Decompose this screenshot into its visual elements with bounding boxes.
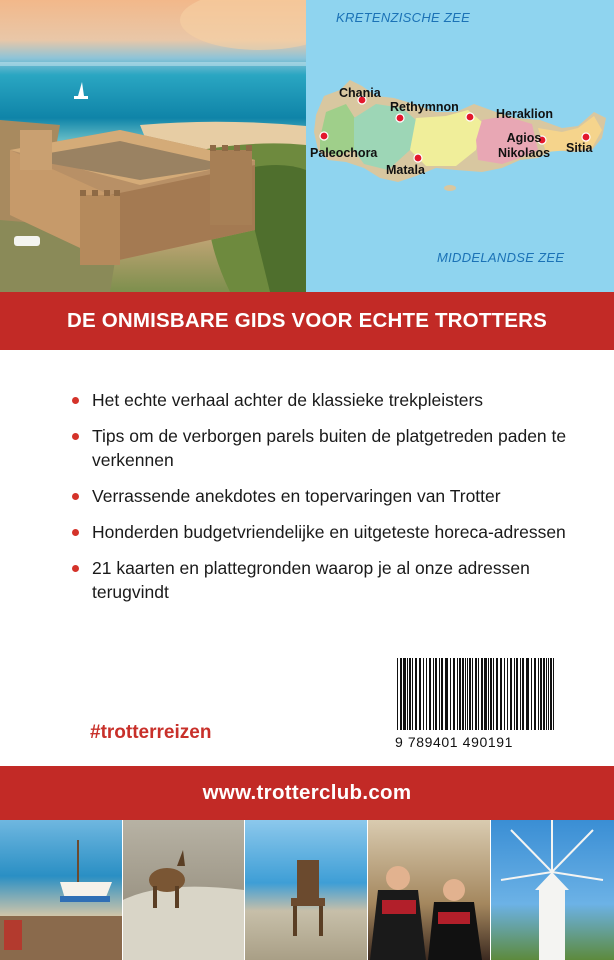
feature-item (72, 520, 572, 544)
crete-map (306, 0, 614, 292)
isbn-number: 9 789401 490191 (395, 734, 513, 750)
barcode-bar (397, 658, 398, 730)
barcode-bar (504, 658, 505, 730)
stone-chair-sea-photo (245, 820, 367, 960)
bullet-dot-icon (72, 493, 79, 500)
barcode-bar (550, 658, 552, 730)
feature-list (72, 388, 572, 616)
barcode-bar (507, 658, 508, 730)
goat-rocks-photo (123, 820, 244, 960)
barcode-bar (553, 658, 554, 730)
barcode-bar (415, 658, 417, 730)
barcode-bar (481, 658, 483, 730)
website-banner (0, 766, 614, 820)
barcode-bar (441, 658, 443, 730)
barcode-bar (534, 658, 536, 730)
feature-item (72, 388, 572, 412)
feature-text: Tips om de verborgen parels buiten de platgetreden paden te verkennen (92, 426, 567, 470)
barcode-bar (543, 658, 545, 730)
barcode-bar (409, 658, 411, 730)
barcode-bar (475, 658, 477, 730)
feature-item (72, 556, 572, 604)
sea-label-north: KRETENZISCHE ZEE (336, 10, 471, 25)
city-dot-sitia (582, 133, 590, 141)
barcode-bar (548, 658, 549, 730)
barcode-bar (419, 658, 421, 730)
barcode-bar (500, 658, 502, 730)
barcode-bar (496, 658, 498, 730)
city-label-sitia: Sitia (566, 141, 593, 155)
barcode-bar (469, 658, 471, 730)
barcode-bars (395, 656, 559, 732)
feature-item (72, 484, 572, 508)
barcode-bar (450, 658, 451, 730)
barcode-bar (403, 658, 406, 730)
barcode-bar (488, 658, 489, 730)
windmill-photo (491, 820, 614, 960)
barcode-bar (516, 658, 518, 730)
city-label-heraklion: Heraklion (496, 107, 553, 121)
sea-label-south: MIDDELANDSE ZEE (437, 250, 565, 265)
barcode-bar (472, 658, 473, 730)
city-dot-rethymnon (396, 114, 404, 122)
barcode-bar (493, 658, 494, 730)
barcode-bar (433, 658, 434, 730)
bullet-dot-icon (72, 397, 79, 404)
barcode-bar (435, 658, 437, 730)
feature-text: 21 kaarten en plattegronden waarop je al onze adressen terugvindt (92, 558, 530, 602)
barcode-bar (465, 658, 466, 730)
hashtag: #trotterreizen (90, 722, 212, 743)
barcode-bar (510, 658, 512, 730)
barcode-bar (467, 658, 468, 730)
barcode-bar (526, 658, 529, 730)
tagline-banner: DE ONMISBARE GIDS VOOR ECHTE TROTTERS (0, 292, 614, 350)
boat-harbor-photo (0, 820, 122, 960)
city-label-paleochora: Paleochora (310, 146, 378, 160)
castle-illustration (0, 0, 306, 292)
barcode-bar (540, 658, 542, 730)
barcode-bar (490, 658, 492, 730)
barcode-bar (478, 658, 479, 730)
feature-text: Het echte verhaal achter de klassieke trekpleisters (92, 390, 484, 410)
castle-beach-photo (0, 0, 306, 292)
bullet-dot-icon (72, 433, 79, 440)
city-dot-paleochora (320, 132, 328, 140)
barcode-bar (445, 658, 448, 730)
barcode-bar (484, 658, 487, 730)
feature-text: Verrassende anekdotes en topervaringen van Trotter (92, 486, 501, 506)
barcode-bar (407, 658, 408, 730)
barcode-bar (453, 658, 455, 730)
barcode-bar (520, 658, 521, 730)
city-label-agios-nikolaos: Agios Nikolaos (497, 131, 551, 160)
barcode-bar (531, 658, 532, 730)
barcode-bar (522, 658, 524, 730)
feature-item (72, 424, 572, 472)
city-dot-heraklion (466, 113, 474, 121)
bullet-dot-icon (72, 529, 79, 536)
barcode-bar (457, 658, 458, 730)
city-label-rethymnon: Rethymnon (390, 100, 459, 114)
feature-text: Honderden budgetvriendelijke en uitgeteste horeca-adressen (92, 522, 566, 542)
website-url: www.trotterclub.com (202, 781, 412, 804)
barcode-bar (462, 658, 464, 730)
barcode-bar (429, 658, 431, 730)
barcode-bar (423, 658, 424, 730)
barcode-bar (426, 658, 427, 730)
barcode-bar (546, 658, 547, 730)
city-label-chania: Chania (339, 86, 381, 100)
barcode-bar (439, 658, 440, 730)
barcode-bar (459, 658, 461, 730)
barcode-bar (412, 658, 413, 730)
isbn-barcode (395, 656, 559, 756)
city-label-matala: Matala (386, 163, 425, 177)
dancers-photo (368, 820, 490, 960)
barcode-bar (538, 658, 539, 730)
city-dot-matala (414, 154, 422, 162)
barcode-bar (514, 658, 515, 730)
bullet-dot-icon (72, 565, 79, 572)
barcode-bar (400, 658, 402, 730)
